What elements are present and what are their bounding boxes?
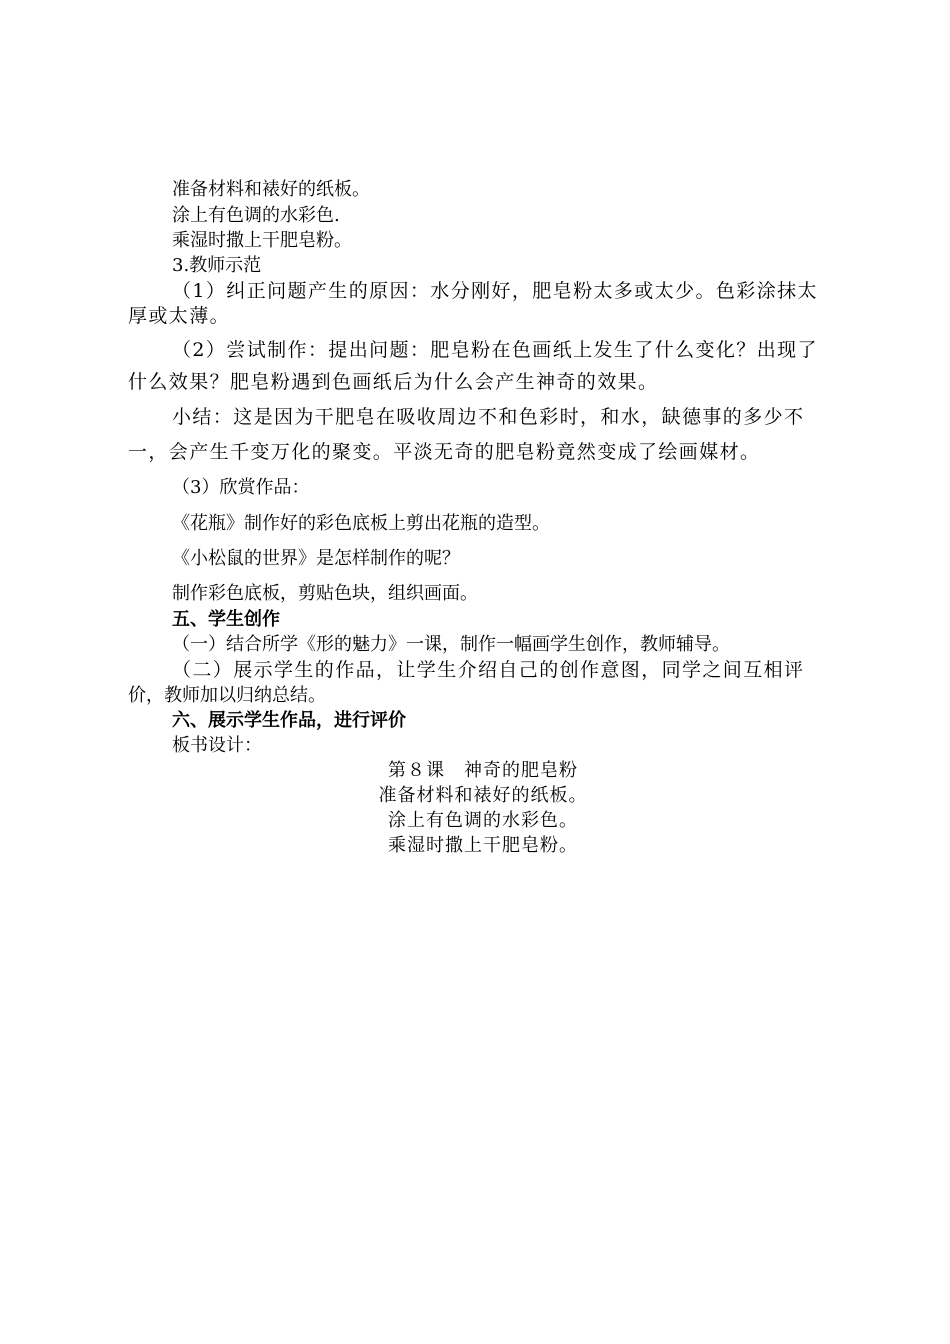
text-line: （二）展示学生的作品，让学生介绍自己的创作意图，同学之间互相评	[172, 659, 805, 681]
board-line: 准备材料和裱好的纸板。	[378, 785, 588, 806]
board-line: 涂上有色调的水彩色。	[388, 810, 578, 831]
text-line: 价，教师加以归纳总结。	[128, 685, 326, 706]
board-design-label: 板书设计：	[172, 735, 262, 756]
text-line: （一）结合所学《形的魅力》一课，制作一幅画学生创作，教师辅导。	[172, 634, 730, 655]
text-line: 小结：这是因为干肥皂在吸收周边不和色彩时，和水，缺德事的多少不	[172, 406, 805, 428]
section-heading: 五、学生创作	[172, 609, 280, 630]
text-line: （3）欣赏作品：	[172, 477, 310, 498]
section-heading: 六、展示学生作品，进行评价	[172, 710, 406, 731]
text-line: 《小松鼠的世界》是怎样制作的呢？	[172, 548, 460, 569]
text-line: 准备材料和裱好的纸板。	[172, 179, 370, 200]
section-step-heading: 3.教师示范	[172, 255, 262, 276]
text-line: 制作彩色底板，剪贴色块，组织画面。	[172, 583, 478, 604]
board-title: 第８课 神奇的肥皂粉	[388, 760, 578, 781]
text-line: 《花瓶》制作好的彩色底板上剪出花瓶的造型。	[172, 513, 550, 534]
text-line: （2）尝试制作：提出问题：肥皂粉在色画纸上发生了什么变化？出现了	[172, 339, 818, 361]
text-line: 涂上有色调的水彩色.	[172, 205, 340, 226]
text-line: 什么效果？肥皂粉遇到色画纸后为什么会产生神奇的效果。	[128, 371, 659, 393]
text-line: 乘湿时撒上干肥皂粉。	[172, 230, 352, 251]
board-line: 乘湿时撒上干肥皂粉。	[388, 835, 578, 856]
text-line: 一，会产生千变万化的聚变。平淡无奇的肥皂粉竟然变成了绘画媒材。	[128, 441, 761, 463]
text-line: 厚或太薄。	[128, 305, 231, 327]
text-line: （1）纠正问题产生的原因：水分刚好，肥皂粉太多或太少。色彩涂抹太	[172, 280, 818, 302]
